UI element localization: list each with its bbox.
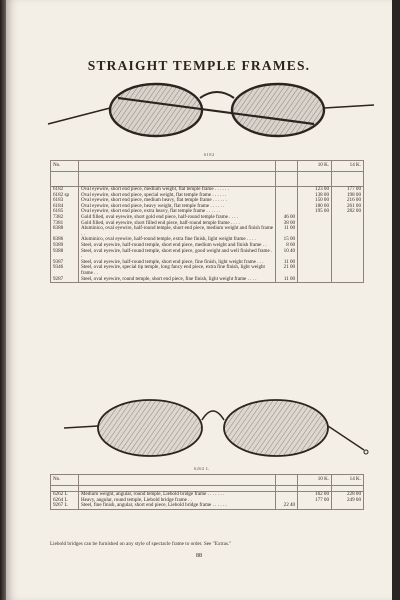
price-14k: 228 00 bbox=[332, 492, 364, 498]
col-header-description bbox=[78, 161, 275, 172]
item-price: 46 00 bbox=[276, 215, 298, 221]
item-price: 21 00 bbox=[276, 265, 298, 276]
col-header-no: No. bbox=[51, 161, 79, 172]
item-number: 9388 bbox=[51, 249, 79, 260]
item-description: Steel, fine finish, angular, short end piece, Liebold bridge frame . . . . . . bbox=[78, 503, 275, 509]
item-description: Steel, oval eyewire, half-round temple, short end piece, good weight and well finished frame . . bbox=[78, 249, 275, 260]
item-description: Gold filled, oval eyewire, short filled end piece, half-round temple frame . . . . bbox=[78, 221, 275, 227]
price-14k: 249 00 bbox=[332, 498, 364, 504]
item-price: 8 60 bbox=[276, 243, 298, 249]
item-number: 6264 L bbox=[51, 498, 79, 504]
table-header-row bbox=[51, 475, 364, 486]
table-header-row bbox=[51, 161, 364, 172]
col-header-14k: 14 K. bbox=[332, 475, 364, 486]
col-header-14k: 14 K. bbox=[332, 161, 364, 172]
price-10k bbox=[298, 503, 332, 509]
item-description: Aluminico, oval eyewire, half-round temple, short end piece, medium weight and finish frame . . bbox=[78, 226, 275, 237]
item-price: 11 00 bbox=[276, 260, 298, 266]
price-10k: 162 00 bbox=[298, 492, 332, 498]
item-number: 6262 L bbox=[51, 492, 79, 498]
price-10k bbox=[298, 265, 332, 276]
price-14k: 261 00 bbox=[332, 204, 364, 210]
item-description: Oval eyewire, short end piece, medium weight, flat temple frame . . . . . . bbox=[78, 187, 275, 193]
frames-price-table bbox=[50, 160, 364, 283]
item-description: Oval eyewire, short end piece, heavy weight, flat temple frame . . . . . . bbox=[78, 204, 275, 210]
table-body bbox=[51, 187, 364, 283]
item-number: 9389 bbox=[51, 243, 79, 249]
item-number: 9346 bbox=[51, 265, 79, 276]
item-number: 7381 bbox=[51, 221, 79, 227]
price-14k bbox=[332, 226, 364, 237]
item-description: Medium weight, angular, round temple, Liebold bridge frame . . . . . . . bbox=[78, 492, 275, 498]
price-14k: 177 00 bbox=[332, 187, 364, 193]
table-row bbox=[51, 503, 364, 509]
price-10k bbox=[298, 277, 332, 283]
col-header-description bbox=[78, 475, 275, 486]
table-row bbox=[51, 265, 364, 276]
price-10k: 123 00 bbox=[298, 187, 332, 193]
page-number: 88 bbox=[196, 553, 202, 559]
item-number: 6182 bbox=[51, 187, 79, 193]
liebold-price-table bbox=[50, 474, 364, 510]
price-10k bbox=[298, 226, 332, 237]
price-14k: 282 00 bbox=[332, 209, 364, 215]
table-body bbox=[51, 492, 364, 510]
figure-caption-6182: 6182 bbox=[204, 152, 215, 157]
col-header-no: No. bbox=[51, 475, 79, 486]
item-description: Oval eyewire, short end piece, medium heavy, flat temple frame . . . . . . bbox=[78, 198, 275, 204]
item-description: Gold filled, oval eyewire, short gold end piece, half-round temple frame . . . . bbox=[78, 215, 275, 221]
item-price: 22 40 bbox=[276, 503, 298, 509]
item-price: 11 00 bbox=[276, 226, 298, 237]
price-10k: 180 00 bbox=[298, 204, 332, 210]
price-10k: 150 00 bbox=[298, 198, 332, 204]
price-14k bbox=[332, 265, 364, 276]
col-header-price bbox=[276, 161, 298, 172]
col-header-price bbox=[276, 475, 298, 486]
item-price: 15 00 bbox=[276, 237, 298, 243]
item-description: Steel, oval eyewire, half-round temple, short end piece, fine finish, light weight frame . . . bbox=[78, 260, 275, 266]
col-header-10k: 10 K. bbox=[298, 161, 332, 172]
item-price: 38 00 bbox=[276, 221, 298, 227]
price-10k: 195 00 bbox=[298, 209, 332, 215]
item-number: 7382 bbox=[51, 215, 79, 221]
item-description: Aluminico, oval eyewire, half-round temple, extra fine finish, light weight frame . . . . bbox=[78, 237, 275, 243]
item-description: Steel, oval eyewire, special tip temple, long fancy end piece, extra fine finish, light weight frame . . bbox=[78, 265, 275, 276]
catalog-page bbox=[6, 0, 392, 600]
spectacles-illustration-6262L bbox=[64, 392, 376, 464]
col-header-10k: 10 K. bbox=[298, 475, 332, 486]
price-14k: 198 00 bbox=[332, 193, 364, 199]
price-10k: 177 00 bbox=[298, 498, 332, 504]
price-14k: 216 00 bbox=[332, 198, 364, 204]
item-price: 10 40 bbox=[276, 249, 298, 260]
item-description: Steel, oval eyewire, half-round temple, short end piece, medium weight and finish frame . . bbox=[78, 243, 275, 249]
price-10k: 138 00 bbox=[298, 193, 332, 199]
page-title: STRAIGHT TEMPLE FRAMES. bbox=[87, 58, 311, 73]
item-description: Oval eyewire, short end piece, extra heavy, flat temple frame . . . . . . bbox=[78, 209, 275, 215]
item-number: 9387 bbox=[51, 260, 79, 266]
item-number: 6185 bbox=[51, 209, 79, 215]
item-price: 11 00 bbox=[276, 277, 298, 283]
item-number: 6183 bbox=[51, 198, 79, 204]
item-description: Oval eyewire, short end piece, special weight, flat temple frame . . . . . . bbox=[78, 193, 275, 199]
price-14k bbox=[332, 249, 364, 260]
spectacles-illustration-6182 bbox=[46, 78, 376, 150]
item-number: 6182 sp bbox=[51, 193, 79, 199]
figure-caption-6262L: 6262 L bbox=[194, 466, 210, 471]
price-14k bbox=[332, 277, 364, 283]
item-number: 9267 L bbox=[51, 503, 79, 509]
item-number: 8386 bbox=[51, 237, 79, 243]
item-number: 9287 bbox=[51, 277, 79, 283]
price-14k bbox=[332, 503, 364, 509]
price-10k bbox=[298, 249, 332, 260]
item-description: Heavy, angular, round temple, Liebold bridge frame . . bbox=[78, 498, 275, 504]
item-number: 8388 bbox=[51, 226, 79, 237]
item-number: 6184 bbox=[51, 204, 79, 210]
item-description: Steel, oval eyewire, round temple, short end piece, fine finish, light weight frame . . . . bbox=[78, 277, 275, 283]
table-row bbox=[51, 277, 364, 283]
footnote: Liebold bridges can be furnished on any style of spectacle frame to order. See "Extras." bbox=[50, 541, 232, 547]
